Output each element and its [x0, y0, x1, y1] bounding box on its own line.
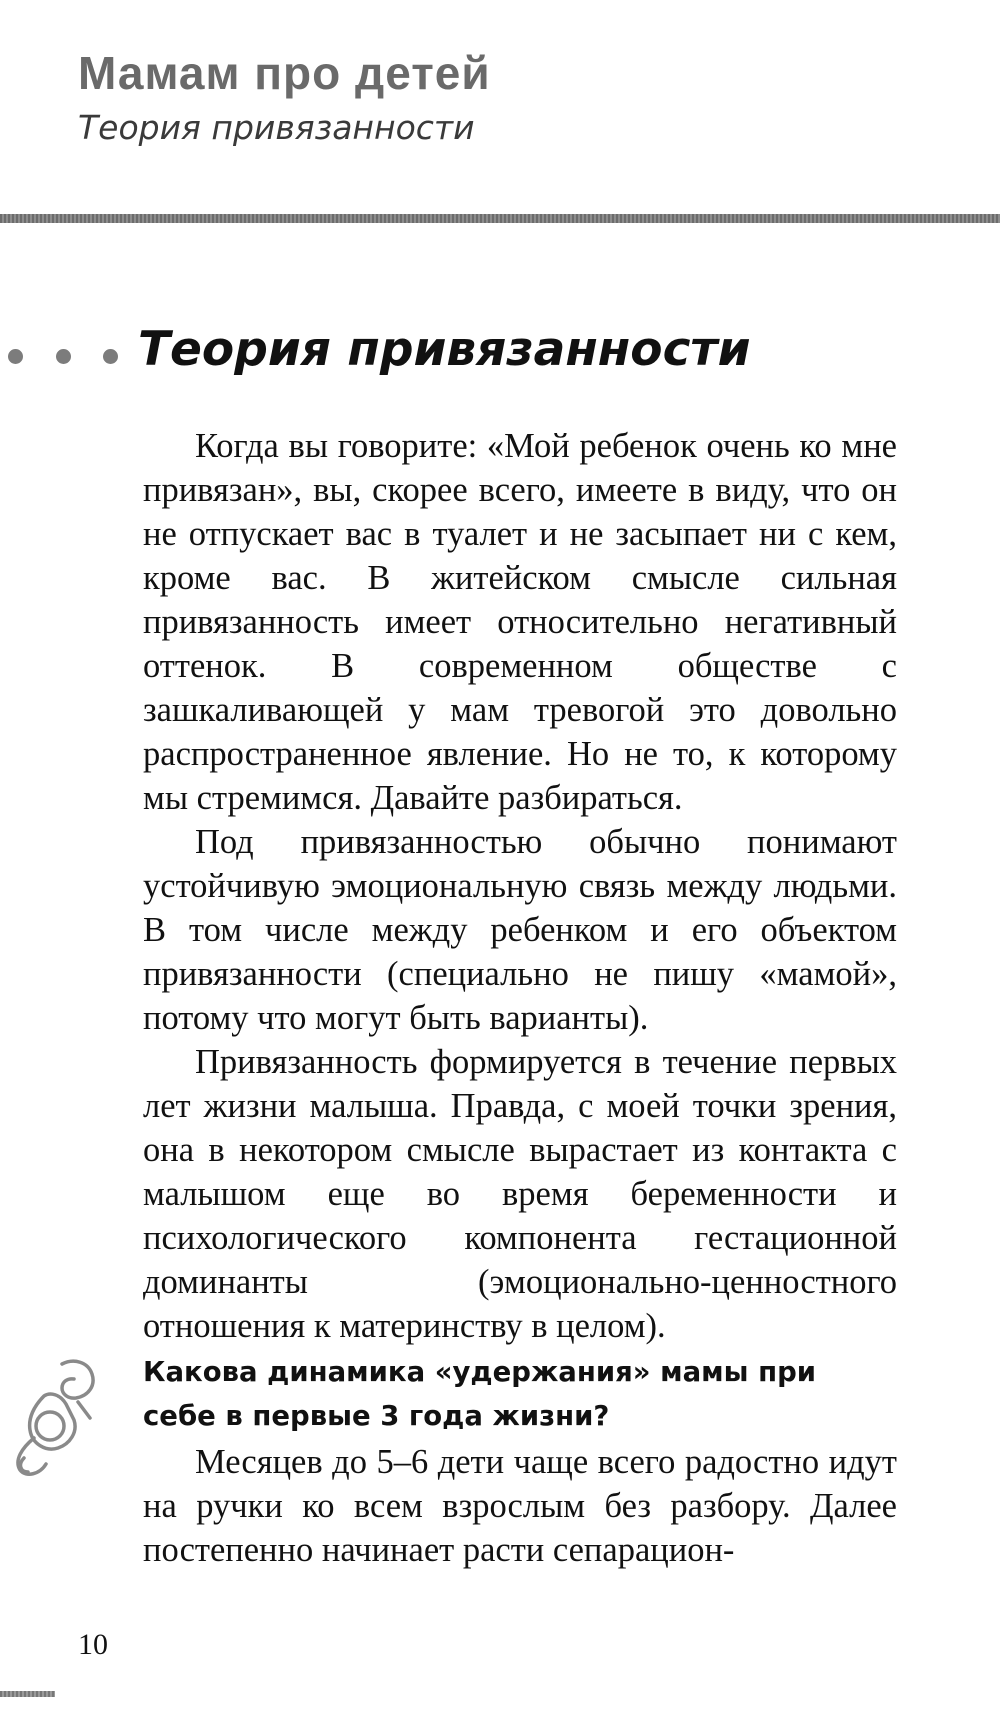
book-title: Мамам про детей — [78, 47, 491, 99]
dot-icon — [103, 349, 118, 364]
running-head — [78, 44, 978, 150]
paragraph: Под привязанностью обычно понимают устойчивую эмоциональную связь между людьми. В том числе между ребенком и его объектом привязанности (специально не пишу «мамой», потому что могут быть варианты). — [143, 823, 897, 1037]
paragraph: Когда вы говорите: «Мой ребенок очень ко мне привязан», вы, скорее всего, имеете в виду, что он не отпускает вас в туалет и не засыпает ни с кем, кроме вас. В житейском смысле сильная привязанность имеет относительно негативный оттенок. В современном обществе с зашкаливающей у мам тревогой это довольно распространенное явление. Но не то, к которому мы стремимся. Давайте разбираться. — [143, 427, 897, 817]
pacifier-icon — [4, 1352, 114, 1482]
footer-rule — [0, 1691, 55, 1697]
dot-icon — [8, 349, 23, 364]
subheading: Какова динамика «удержания» мамы при себе в первые 3 года жизни? — [143, 1356, 817, 1432]
paragraph: Привязанность формируется в течение первых лет жизни малыша. Правда, с моей точки зрения, она в некотором смысле вырастает из контакта с малышом еще во время беременности и психологического компонента гестационной доминанты (эмоционально-ценностного отношения к материнству в целом). — [143, 1043, 897, 1345]
body-text — [143, 424, 897, 1572]
dot-icon — [56, 349, 71, 364]
bullet-dots-icon — [8, 349, 118, 369]
chapter-heading: Теория привязанности — [138, 322, 751, 377]
paragraph: Месяцев до 5–6 дети чаще всего радостно идут на ручки ко всем взрослым без разбору. Далее постепенно начинает расти сепарацион- — [143, 1443, 897, 1569]
running-section-title: Теория привязанности — [78, 108, 475, 147]
header-rule — [0, 214, 1000, 223]
page-number: 10 — [78, 1628, 108, 1661]
